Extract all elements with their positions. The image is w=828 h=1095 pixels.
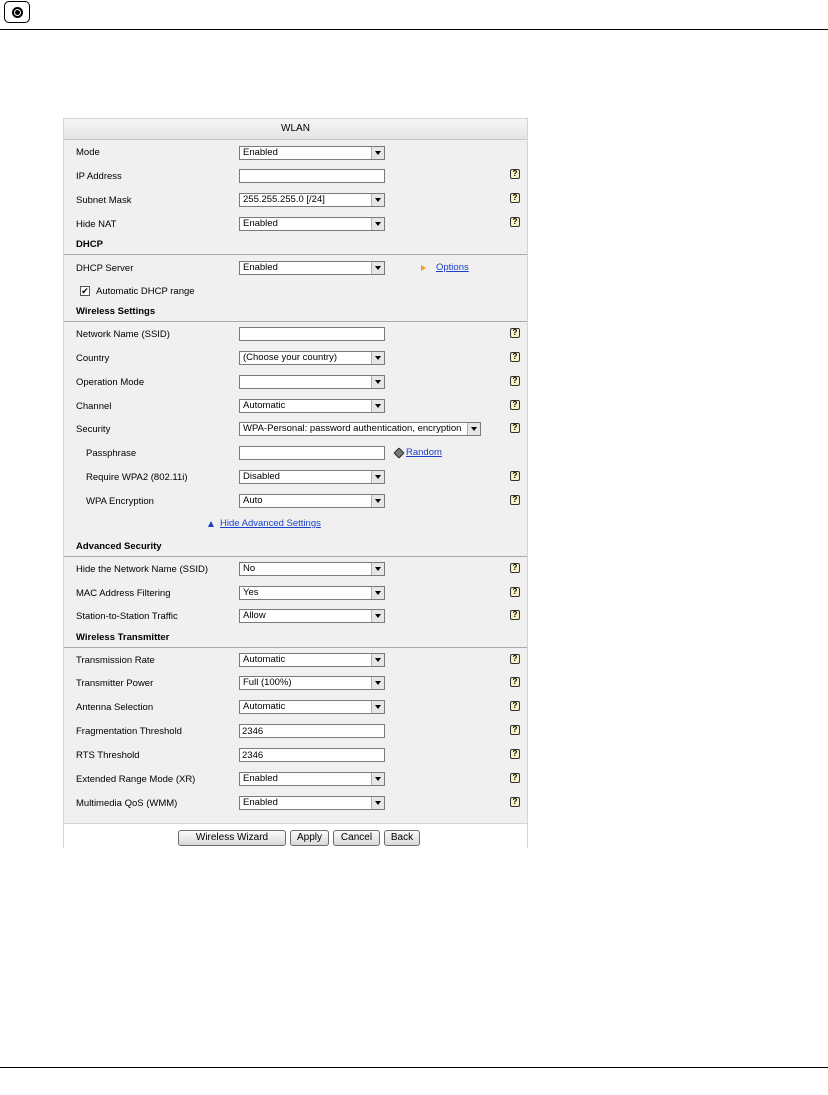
- help-icon[interactable]: ?: [510, 773, 520, 783]
- chevron-down-icon: [371, 495, 384, 507]
- mac-filtering-label: MAC Address Filtering: [76, 588, 171, 599]
- transmitter-power-label: Transmitter Power: [76, 678, 154, 689]
- operation-mode-label: Operation Mode: [76, 377, 145, 388]
- chevron-down-icon: [371, 352, 384, 364]
- chevron-down-icon: [467, 423, 480, 435]
- panel-title: WLAN: [64, 119, 527, 140]
- xr-mode-select[interactable]: Enabled: [239, 772, 385, 786]
- random-link[interactable]: Random: [406, 447, 442, 458]
- rts-threshold-label: RTS Threshold: [76, 750, 140, 761]
- help-icon[interactable]: ?: [510, 400, 520, 410]
- dhcp-server-label: DHCP Server: [76, 263, 134, 274]
- section-dhcp: DHCP: [76, 239, 103, 250]
- help-icon[interactable]: ?: [510, 352, 520, 362]
- help-icon[interactable]: ?: [510, 610, 520, 620]
- help-icon[interactable]: ?: [510, 217, 520, 227]
- help-icon[interactable]: ?: [510, 423, 520, 433]
- help-icon[interactable]: ?: [510, 725, 520, 735]
- ssid-input[interactable]: [239, 327, 385, 341]
- chevron-down-icon: [371, 218, 384, 230]
- subnet-mask-label: Subnet Mask: [76, 195, 132, 206]
- auto-dhcp-checkbox[interactable]: ✔: [81, 286, 89, 296]
- wlan-settings-panel: [63, 118, 528, 848]
- auto-dhcp-label: Automatic DHCP range: [96, 286, 195, 297]
- ip-address-label: IP Address: [76, 171, 122, 182]
- help-icon[interactable]: ?: [510, 376, 520, 386]
- help-icon[interactable]: ?: [510, 677, 520, 687]
- station-traffic-label: Station-to-Station Traffic: [76, 611, 178, 622]
- help-icon[interactable]: ?: [510, 495, 520, 505]
- antenna-selection-label: Antenna Selection: [76, 702, 154, 713]
- transmitter-power-select[interactable]: Full (100%): [239, 676, 385, 690]
- brand-logo-icon: [4, 1, 30, 23]
- section-divider: [64, 556, 527, 557]
- section-divider: [64, 647, 527, 648]
- chevron-down-icon: [371, 797, 384, 809]
- section-wireless-transmitter: Wireless Transmitter: [76, 632, 170, 643]
- section-advanced-security: Advanced Security: [76, 541, 162, 552]
- arrow-right-icon: [421, 265, 426, 271]
- chevron-down-icon: [371, 610, 384, 622]
- wireless-wizard-button[interactable]: Wireless Wizard: [178, 830, 286, 846]
- country-select[interactable]: (Choose your country): [239, 351, 385, 365]
- hide-nat-label: Hide NAT: [76, 219, 117, 230]
- transmission-rate-label: Transmission Rate: [76, 655, 155, 666]
- help-icon[interactable]: ?: [510, 471, 520, 481]
- wpa-encryption-select[interactable]: Auto: [239, 494, 385, 508]
- hide-ssid-label: Hide the Network Name (SSID): [76, 564, 208, 575]
- dhcp-options-link[interactable]: Options: [436, 262, 469, 273]
- passphrase-input[interactable]: [239, 446, 385, 460]
- help-icon[interactable]: ?: [510, 169, 520, 179]
- security-select[interactable]: WPA-Personal: password authentication, encryption: [239, 422, 481, 436]
- help-icon[interactable]: ?: [510, 654, 520, 664]
- chevron-down-icon: [371, 654, 384, 666]
- help-icon[interactable]: ?: [510, 587, 520, 597]
- chevron-down-icon: [371, 262, 384, 274]
- chevron-down-icon: [371, 563, 384, 575]
- hide-nat-select[interactable]: Enabled: [239, 217, 385, 231]
- fragmentation-threshold-label: Fragmentation Threshold: [76, 726, 182, 737]
- section-wireless-settings: Wireless Settings: [76, 306, 156, 317]
- wmm-select[interactable]: Enabled: [239, 796, 385, 810]
- help-icon[interactable]: ?: [510, 328, 520, 338]
- chevron-down-icon: [371, 376, 384, 388]
- section-divider: [64, 254, 527, 255]
- fragmentation-threshold-input[interactable]: [239, 724, 385, 738]
- footer-rule: [0, 1067, 828, 1068]
- apply-button[interactable]: Apply: [290, 830, 329, 846]
- help-icon[interactable]: ?: [510, 563, 520, 573]
- ip-address-input[interactable]: [239, 169, 385, 183]
- help-icon[interactable]: ?: [510, 797, 520, 807]
- transmission-rate-select[interactable]: Automatic: [239, 653, 385, 667]
- header-rule: [0, 29, 828, 30]
- mac-filtering-select[interactable]: Yes: [239, 586, 385, 600]
- mode-select[interactable]: Enabled: [239, 146, 385, 160]
- chevron-down-icon: [371, 773, 384, 785]
- channel-select[interactable]: Automatic: [239, 399, 385, 413]
- subnet-mask-select[interactable]: 255.255.255.0 [/24]: [239, 193, 385, 207]
- chevron-down-icon: [371, 194, 384, 206]
- ssid-label: Network Name (SSID): [76, 329, 170, 340]
- chevron-down-icon: [371, 587, 384, 599]
- wmm-label: Multimedia QoS (WMM): [76, 798, 178, 809]
- help-icon[interactable]: ?: [510, 749, 520, 759]
- rts-threshold-input[interactable]: [239, 748, 385, 762]
- help-icon[interactable]: ?: [510, 193, 520, 203]
- triangle-up-icon: [208, 521, 214, 527]
- chevron-down-icon: [371, 677, 384, 689]
- require-wpa2-label: Require WPA2 (802.11i): [86, 472, 188, 483]
- xr-mode-label: Extended Range Mode (XR): [76, 774, 196, 785]
- chevron-down-icon: [371, 147, 384, 159]
- cancel-button[interactable]: Cancel: [333, 830, 380, 846]
- antenna-selection-select[interactable]: Automatic: [239, 700, 385, 714]
- chevron-down-icon: [371, 471, 384, 483]
- chevron-down-icon: [371, 400, 384, 412]
- passphrase-label: Passphrase: [86, 448, 137, 459]
- hide-ssid-select[interactable]: No: [239, 562, 385, 576]
- hide-advanced-settings-link[interactable]: Hide Advanced Settings: [220, 518, 321, 529]
- help-icon[interactable]: ?: [510, 701, 520, 711]
- section-divider: [64, 321, 527, 322]
- security-label: Security: [76, 424, 111, 435]
- dice-icon: [393, 447, 404, 458]
- dhcp-server-select[interactable]: Enabled: [239, 261, 385, 275]
- station-traffic-select[interactable]: Allow: [239, 609, 385, 623]
- require-wpa2-select[interactable]: Disabled: [239, 470, 385, 484]
- chevron-down-icon: [371, 701, 384, 713]
- wpa-encryption-label: WPA Encryption: [86, 496, 154, 507]
- country-label: Country: [76, 353, 110, 364]
- operation-mode-select[interactable]: [239, 375, 385, 389]
- channel-label: Channel: [76, 401, 112, 412]
- mode-label: Mode: [76, 147, 100, 158]
- back-button[interactable]: Back: [384, 830, 420, 846]
